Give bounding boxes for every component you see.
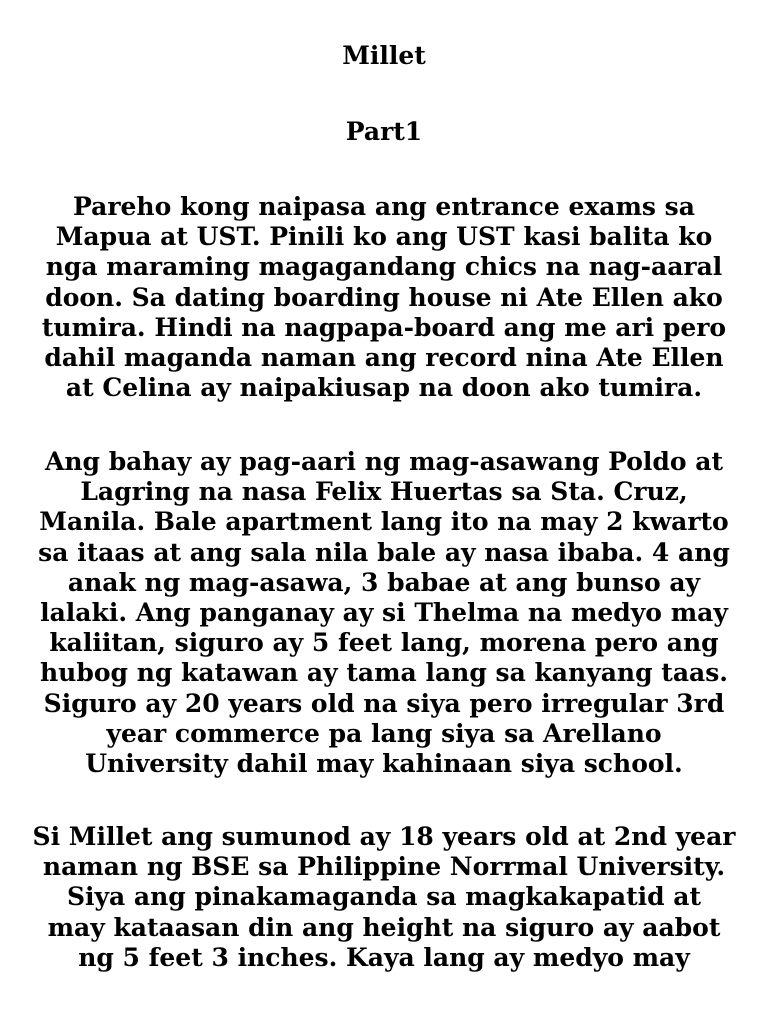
- paragraph-line: Si Millet ang sumunod ay 18 years old at 2nd year: [32, 822, 736, 851]
- paragraph-2: [0, 447, 768, 779]
- paragraph-line: doon. Sa dating boarding house ni Ate Ellen ako: [45, 282, 723, 312]
- paragraph-line: Pareho kong naipasa ang entrance exams sa: [73, 192, 695, 221]
- paragraph-line: at Celina ay naipakiusap na doon ako tumira.: [65, 373, 703, 403]
- paragraph-line: may kataasan din ang height na siguro ay aabot: [47, 912, 721, 942]
- paragraph-line: naman ng BSE sa Philippine Norrmal University.: [42, 852, 726, 882]
- paragraph-1: [0, 192, 768, 403]
- paragraph-line: Manila. Bale apartment lang ito na may 2 kwarto: [39, 507, 729, 537]
- paragraph-line: dahil maganda naman ang record nina Ate Ellen: [44, 343, 724, 373]
- paragraph-line: tumira. Hindi na nagpapa-board ang me ari pero: [41, 312, 727, 342]
- paragraph-line: sa itaas at ang sala nila bale ay nasa ibaba. 4 ang: [38, 537, 730, 567]
- paragraph-line: Lagring na nasa Felix Huertas sa Sta. Cruz,: [80, 477, 688, 507]
- paragraph-line: nga maraming magagandang chics na nag-aaral: [45, 252, 723, 282]
- paragraph-line: hubog ng katawan ay tama lang sa kanyang taas.: [40, 658, 728, 688]
- paragraph-line: Mapua at UST. Pinili ko ang UST kasi balita ko: [55, 222, 713, 252]
- paragraph-line: year commerce pa lang siya sa Arellano: [106, 718, 662, 748]
- paragraph-3: [0, 822, 768, 973]
- paragraph-line: Siya ang pinakamaganda sa magkakapatid at: [66, 882, 702, 912]
- paragraph-line: Siguro ay 20 years old na siya pero irregular 3rd: [43, 688, 725, 718]
- paragraph-line: lalaki. Ang panganay ay si Thelma na medyo may: [40, 598, 728, 628]
- paragraph-line: kaliitan, siguro ay 5 feet lang, morena pero ang: [49, 628, 719, 658]
- paragraph-line: Ang bahay ay pag-aari ng mag-asawang Poldo at: [44, 447, 724, 476]
- part-heading: Part1: [345, 117, 423, 146]
- paragraph-line: ng 5 feet 3 inches. Kaya lang ay medyo may: [78, 942, 690, 972]
- paragraph-line: University dahil may kahinaan siya school.: [85, 749, 683, 779]
- document-title: Millet: [342, 41, 426, 70]
- paragraph-line: anak ng mag-asawa, 3 babae at ang bunso ay: [67, 567, 701, 597]
